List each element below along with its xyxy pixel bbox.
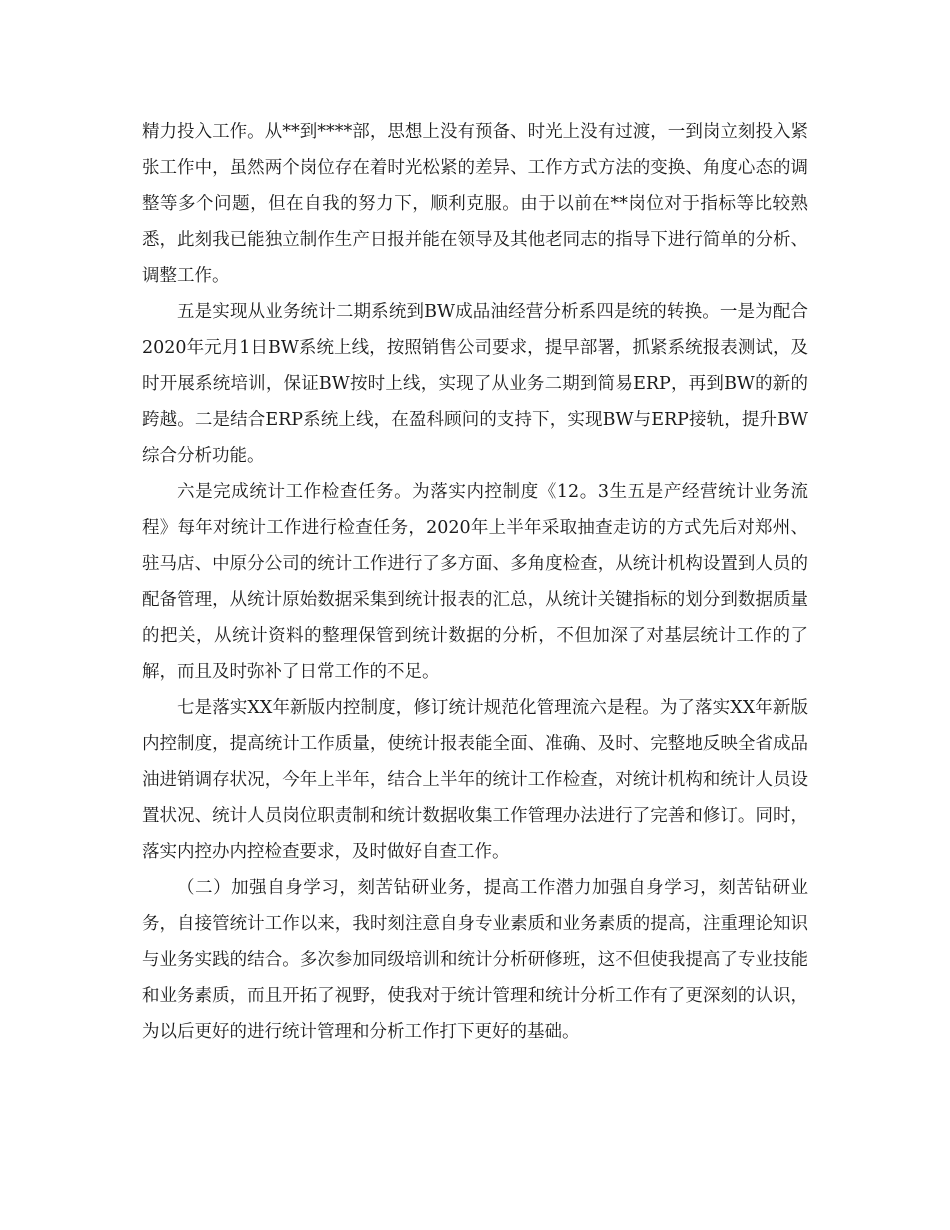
- paragraph-1: 精力投入工作。从**到****部，思想上没有预备、时光上没有过渡，一到岗立刻投入紧张工作中，虽然两个岗位存在着时光松紧的差异、工作方式方法的变换、角度心态的调整等多个问题，但在自我的努力下，顺利克服。由于以前在**岗位对于指标等比较熟悉，此刻我已能独立制作生产日报并能在领导及其他老同志的指导下进行简单的分析、调整工作。: [142, 122, 808, 286]
- paragraph-5: （二）加强自身学习，刻苦钻研业务，提高工作潜力加强自身学习，刻苦钻研业务，自接管统计工作以来，我时刻注意自身专业素质和业务素质的提高，注重理论知识与业务实践的结合。多次参加同级培训和统计分析研修班，这不但使我提高了专业技能和业务素质，而且开拓了视野，使我对于统计管理和统计分析工作有了更深刻的认识，为以后更好的进行统计管理和分析工作打下更好的基础。: [142, 878, 808, 1042]
- paragraph-2: 五是实现从业务统计二期系统到BW成品油经营分析系四是统的转换。一是为配合2020年元月1日BW系统上线，按照销售公司要求，提早部署，抓紧系统报表测试，及时开展系统培训，保证BW按时上线，实现了从业务二期到简易ERP，再到BW的新的跨越。二是结合ERP系统上线，在盈科顾问的支持下，实现BW与ERP接轨，提升BW综合分析功能。: [142, 302, 808, 466]
- document-body: [142, 114, 808, 1050]
- paragraph-4: 七是落实XX年新版内控制度，修订统计规范化管理流六是程。为了落实XX年新版内控制度，提高统计工作质量，使统计报表能全面、准确、及时、完整地反映全省成品油进销调存状况，今年上半年，结合上半年的统计工作检查，对统计机构和统计人员设置状况、统计人员岗位职责制和统计数据收集工作管理办法进行了完善和修订。同时，落实内控办内控检查要求，及时做好自查工作。: [142, 698, 808, 862]
- paragraph-3: 六是完成统计工作检查任务。为落实内控制度《12。3生五是产经营统计业务流程》每年对统计工作进行检查任务，2020年上半年采取抽查走访的方式先后对郑州、驻马店、中原分公司的统计工作进行了多方面、多角度检查，从统计机构设置到人员的配备管理，从统计原始数据采集到统计报表的汇总，从统计关键指标的划分到数据质量的把关，从统计资料的整理保管到统计数据的分析，不但加深了对基层统计工作的了解，而且及时弥补了日常工作的不足。: [142, 482, 808, 682]
